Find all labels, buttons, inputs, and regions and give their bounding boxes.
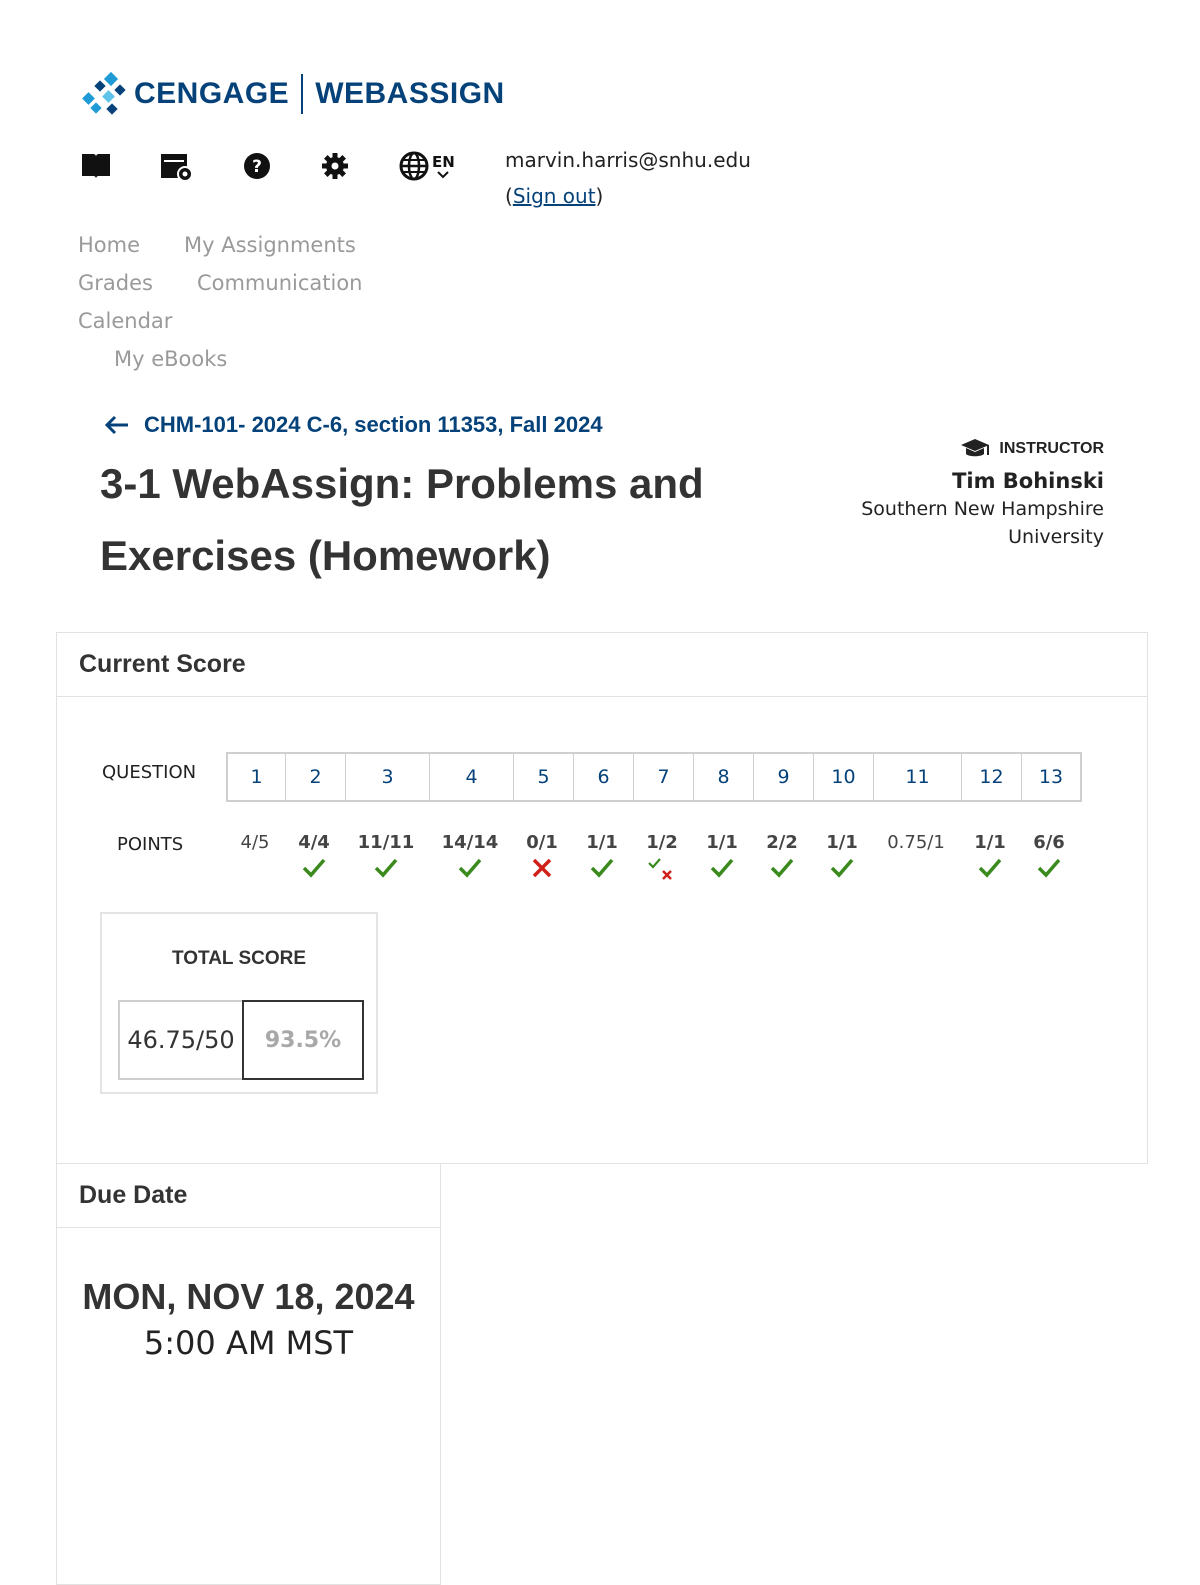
points-value: 1/1 <box>826 832 858 853</box>
question-7-link[interactable]: 7 <box>634 754 694 800</box>
correct-check-icon <box>762 857 802 887</box>
points-cell <box>752 832 812 887</box>
points-cell <box>572 832 632 887</box>
points-cell <box>692 832 752 887</box>
points-row <box>226 832 1078 887</box>
question-nav <box>226 752 1082 802</box>
points-cell <box>428 832 512 887</box>
nav-home[interactable]: Home <box>78 233 141 257</box>
question-6-link[interactable]: 6 <box>574 754 634 800</box>
correct-check-icon <box>450 857 490 887</box>
toolbar <box>80 150 455 182</box>
main-nav <box>78 226 363 378</box>
points-cell <box>344 832 428 887</box>
incorrect-x-icon <box>522 857 562 887</box>
points-value: 6/6 <box>1033 832 1065 853</box>
instructor-label: INSTRUCTOR <box>999 440 1104 457</box>
nav-calendar[interactable]: Calendar <box>78 309 173 333</box>
points-cell <box>632 832 692 887</box>
points-cell <box>512 832 572 887</box>
graduation-cap-icon <box>959 438 991 460</box>
brand-left: CENGAGE <box>134 77 290 110</box>
question-10-link[interactable]: 10 <box>814 754 874 800</box>
points-value: 2/2 <box>766 832 798 853</box>
points-value: 1/2 <box>646 832 678 853</box>
due-date-value: MON, NOV 18, 2024 <box>82 1276 415 1317</box>
language-code: EN <box>432 153 455 171</box>
due-date-heading: Due Date <box>57 1164 440 1228</box>
question-3-link[interactable]: 3 <box>346 754 430 800</box>
question-label: QUESTION <box>102 762 197 783</box>
total-score-card <box>100 912 378 1094</box>
total-score-percent: 93.5% <box>242 1000 364 1080</box>
question-2-link[interactable]: 2 <box>286 754 346 800</box>
question-4-link[interactable]: 4 <box>430 754 514 800</box>
brand-logo[interactable] <box>82 70 505 118</box>
nav-grades[interactable]: Grades <box>78 271 153 295</box>
page-title: 3-1 WebAssign: Problems and Exercises (Homework) <box>100 460 704 579</box>
correct-check-icon <box>366 857 406 887</box>
instructor-school-line2: University <box>1008 526 1104 548</box>
question-11-link[interactable]: 11 <box>874 754 962 800</box>
points-value: 1/1 <box>706 832 738 853</box>
arrow-left-icon <box>104 414 130 436</box>
brand-right: WEBASSIGN <box>315 77 505 110</box>
correct-check-icon <box>822 857 862 887</box>
points-cell <box>812 832 872 887</box>
no-status-mark <box>896 857 936 887</box>
instructor-school-line1: Southern New Hampshire <box>861 498 1104 520</box>
cengage-logo-icon <box>82 72 126 116</box>
points-value: 1/1 <box>974 832 1006 853</box>
breadcrumb-course[interactable]: CHM-101- 2024 C-6, section 11353, Fall 2024 <box>144 412 603 437</box>
points-cell <box>1020 832 1078 887</box>
question-5-link[interactable]: 5 <box>514 754 574 800</box>
svg-text:?: ? <box>252 157 262 177</box>
points-value: 14/14 <box>441 832 499 853</box>
brand-divider <box>301 74 303 114</box>
calendar-gear-icon[interactable] <box>160 150 194 182</box>
no-status-mark <box>235 857 275 887</box>
correct-check-icon <box>582 857 622 887</box>
book-icon[interactable] <box>80 151 112 181</box>
nav-my-assignments[interactable]: My Assignments <box>184 233 356 257</box>
total-score-label: TOTAL SCORE <box>171 948 307 969</box>
total-score-points: 46.75/50 <box>118 1000 242 1080</box>
points-label: POINTS <box>117 834 184 855</box>
points-value: 11/11 <box>357 832 415 853</box>
user-email: marvin.harris@snhu.edu <box>505 148 751 172</box>
partial-credit-icon <box>642 857 682 887</box>
points-value: 4/4 <box>298 832 330 853</box>
points-cell <box>226 832 284 887</box>
user-info <box>505 142 751 214</box>
current-score-heading: Current Score <box>57 633 1147 697</box>
points-value: 0.75/1 <box>887 832 945 853</box>
points-cell <box>872 832 960 887</box>
nav-my-ebooks[interactable]: My eBooks <box>114 347 228 371</box>
language-selector[interactable] <box>398 150 455 182</box>
due-date-panel <box>56 1163 441 1585</box>
question-12-link[interactable]: 12 <box>962 754 1022 800</box>
correct-check-icon <box>702 857 742 887</box>
instructor-name: Tim Bohinski <box>952 469 1104 493</box>
points-value: 1/1 <box>586 832 618 853</box>
chevron-down-icon <box>437 171 449 179</box>
help-icon[interactable] <box>242 151 272 181</box>
due-time-value: 5:00 AM MST <box>143 1324 354 1362</box>
instructor-info <box>861 435 1104 551</box>
sign-out-link[interactable]: Sign out <box>512 184 596 208</box>
globe-icon <box>398 150 430 182</box>
points-cell <box>960 832 1020 887</box>
question-8-link[interactable]: 8 <box>694 754 754 800</box>
correct-check-icon <box>1029 857 1069 887</box>
points-cell <box>284 832 344 887</box>
question-9-link[interactable]: 9 <box>754 754 814 800</box>
breadcrumb[interactable] <box>104 412 603 438</box>
question-13-link[interactable]: 13 <box>1038 766 1064 788</box>
points-value: 4/5 <box>240 832 270 853</box>
points-value: 0/1 <box>526 832 558 853</box>
nav-communication[interactable]: Communication <box>196 271 363 295</box>
correct-check-icon <box>970 857 1010 887</box>
signout-prefix: ( <box>505 184 513 208</box>
correct-check-icon <box>294 857 334 887</box>
question-1-link[interactable]: 1 <box>228 754 286 800</box>
settings-icon[interactable] <box>320 151 350 181</box>
signout-suffix: ) <box>595 184 604 208</box>
